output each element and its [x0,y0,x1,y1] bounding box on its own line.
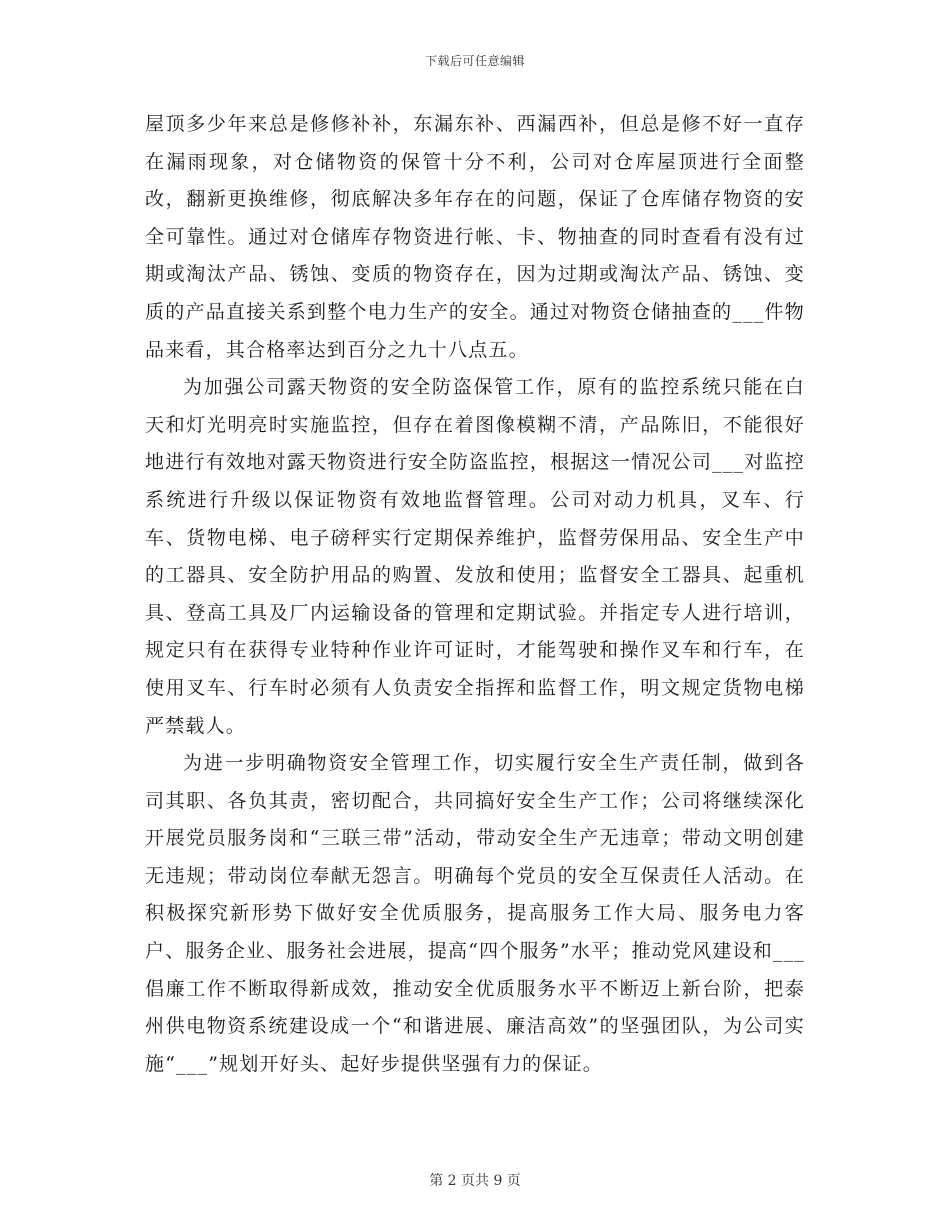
paragraph-outdoor-security: 为加强公司露天物资的安全防盗保管工作，原有的监控系统只能在白天和灯光明亮时实施监控，但存在着图像模糊不清，产品陈旧，不能很好地进行有效地对露天物资进行安全防盗监控，根据这一情况公司___对监控系统进行升级以保证物资有效地监督管理。公司对动力机具，叉车、行车、货物电梯、电子磅秤实行定期保养维护，监督劳保用品、安全生产中的工器具、安全防护用品的购置、发放和使用；监督安全工器具、起重机具、登高工具及厂内运输设备的管理和定期试验。并指定专人进行培训，规定只有在获得专业特种作业许可证时，才能驾驶和操作叉车和行车，在使用叉车、行车时必须有人负责安全指挥和监督工作，明文规定货物电梯严禁载人。 [145,376,805,737]
document-body [145,106,805,1083]
page-header: 下载后可任意编辑 [424,54,525,68]
paragraph-warehouse-roof: 屋顶多少年来总是修修补补，东漏东补、西漏西补，但总是修不好一直存在漏雨现象，对仓储物资的保管十分不利，公司对仓库屋顶进行全面整改，翻新更换维修，彻底解决多年存在的问题，保证了仓库储存物资的安全可靠性。通过对仓储库存物资进行帐、卡、物抽查的同时查看有没有过期或淘汰产品、锈蚀、变质的物资存在，因为过期或淘汰产品、锈蚀、变质的产品直接关系到整个电力生产的安全。通过对物资仓储抽查的___件物品来看，其合格率达到百分之九十八点五。 [145,113,805,361]
paragraph-safety-management: 为进一步明确物资安全管理工作，切实履行安全生产责任制，做到各司其职、各负其责，密切配合，共同搞好安全生产工作；公司将继续深化开展党员服务岗和“三联三带”活动，带动安全生产无违章；带动文明创建无违规；带动岗位奉献无怨言。明确每个党员的安全互保责任人活动。在积极探究新形势下做好安全优质服务，提高服务工作大局、服务电力客户、服务企业、服务社会进展，提高“四个服务”水平；推动党风建设和___倡廉工作不断取得新成效，推动安全优质服务水平不断迈上新台阶，把泰州供电物资系统建设成一个“和谐进展、廉洁高效”的坚强团队，为公司实施“___”规划开好头、起好步提供坚强有力的保证。 [145,752,805,1075]
page-number: 第 2 页共 9 页 [429,1173,521,1189]
